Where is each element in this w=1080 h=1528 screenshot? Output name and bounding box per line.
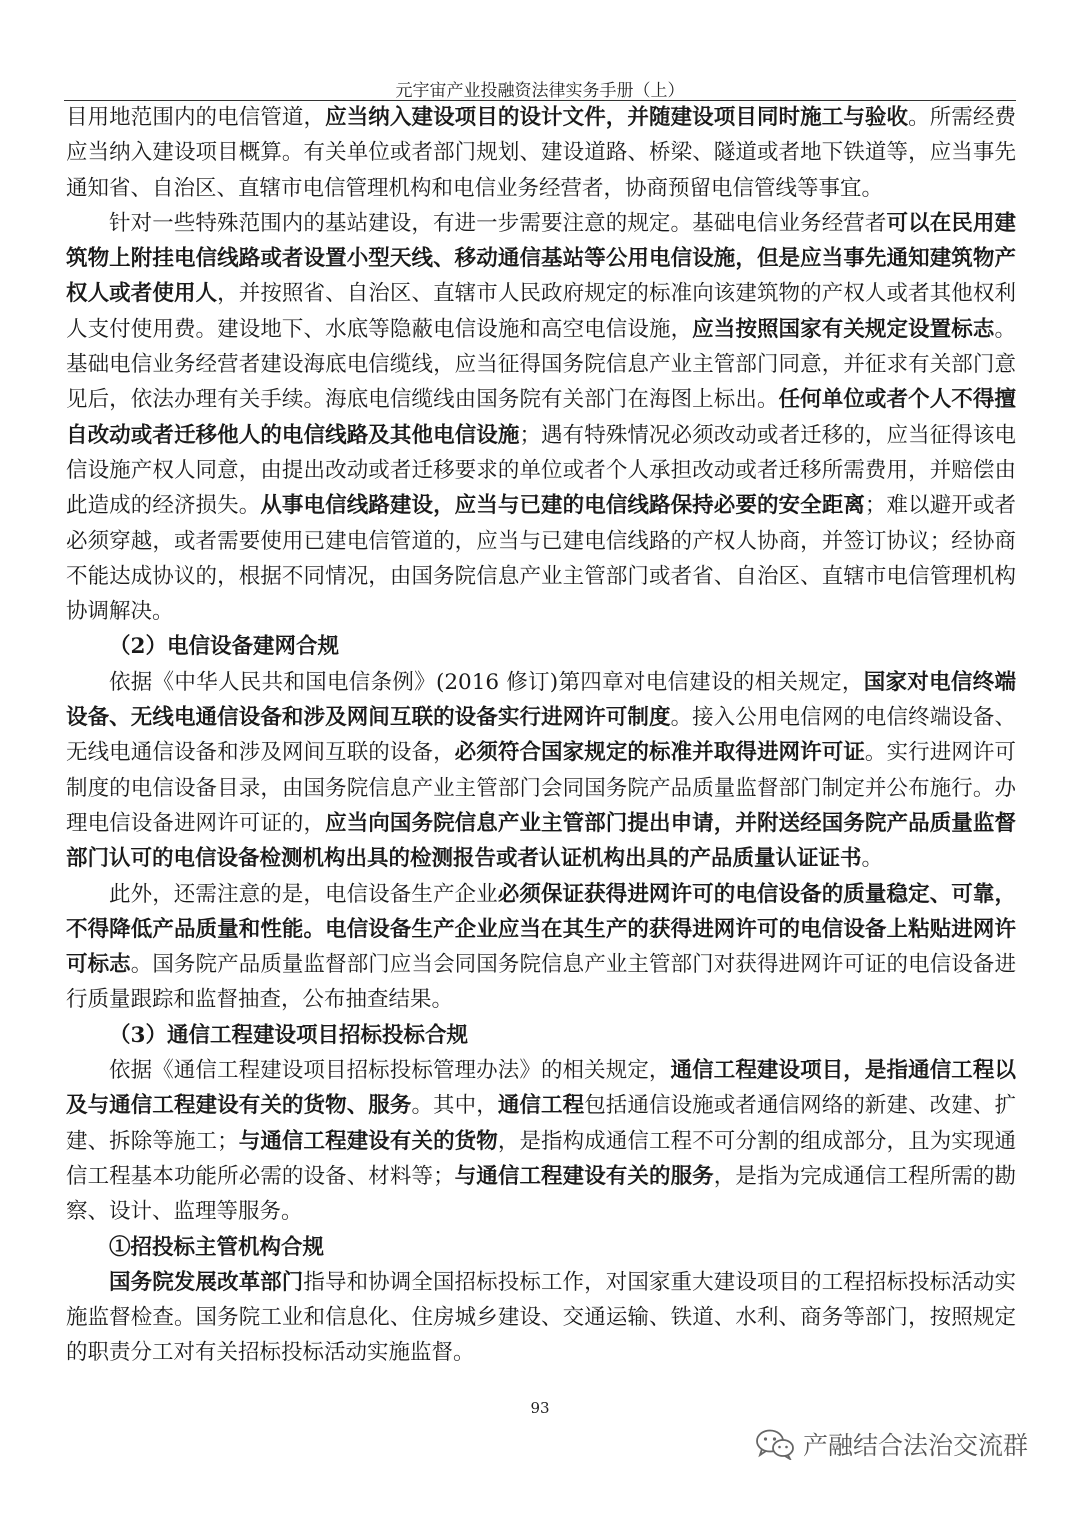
text-run: 依据《通信工程建设项目招标投标管理办法》的相关规定，: [109, 1058, 671, 1084]
body-paragraph: [66, 206, 1016, 630]
text-run: 目用地范围内的电信管道，: [66, 105, 326, 130]
text-run: 。国务院产品质量监督部门应当会同国务院信息产业主管部门对获得进网许可证的电信设备进行质量跟踪和监督抽查，公布抽查结果。: [66, 952, 1016, 1013]
bold-text-run: 可以在民用建筑物上附挂电信线路或者设置小型天线、移动通信基站等公用电信设施，但是应当事先通知建筑物产权人或者使用人: [66, 210, 1016, 307]
page-number: 93: [530, 1399, 550, 1417]
text-run: 。基础电信业务经营者建设海底电信缆线，应当征得国务院信息产业主管部门同意，并征求有关部门意见后，依法办理有关手续。海底电信缆线由国务院有关部门在海图上标出。: [66, 316, 1016, 413]
wechat-icon: [755, 1428, 795, 1460]
body-paragraph: [66, 1265, 1016, 1371]
bold-text-run: 国家对电信终端设备、无线电通信设备和涉及网间互联的设备实行进网许可制度: [66, 669, 1016, 731]
bold-text-run: 应当按照国家有关规定设置标志: [692, 316, 995, 342]
text-run: ，并按照省、自治区、直辖市人民政府规定的标准向该建筑物的产权人或者其他权利人支付使用费。建设地下、水底等隐蔽电信设施和高空电信设施，: [66, 281, 1016, 342]
text-run: ；难以避开或者必须穿越，或者需要使用已建电信管道的，应当与已建电信线路的产权人协商，并签订协议；经协商不能达成协议的，根据不同情况，由国务院信息产业主管部门或者省、自治区、直辖市电信管理机构协调解决。: [66, 493, 1016, 625]
body-paragraph: [66, 665, 1016, 877]
bold-text-run: 应当纳入建设项目的设计文件，并随建设项目同时施工与验收: [325, 105, 909, 130]
bold-text-run: 必须符合国家规定的标准并取得进网许可证: [454, 740, 865, 766]
running-header: 元宇宙产业投融资法律实务手册（上）: [395, 81, 685, 101]
body-paragraph: [66, 100, 1016, 206]
bold-text-run: 国务院发展改革部门: [109, 1269, 304, 1295]
section-heading: [66, 629, 1016, 664]
bold-text-run: 任何单位或者个人不得擅自改动或者迁移他人的电信线路及其他电信设施: [66, 387, 1016, 448]
section-heading: [66, 1230, 1016, 1265]
bold-text-run: 应当向国务院信息产业主管部门提出申请，并附送经国务院产品质量监督部门认可的电信设备检测机构出具的检测报告或者认证机构出具的产品质量认证证书: [66, 810, 1016, 872]
bold-text-run: 与通信工程建设有关的服务: [454, 1163, 714, 1189]
text-run: 指导和协调全国招标投标工作，对国家重大建设项目的工程招标投标活动实施监督检查。国务院工业和信息化、住房城乡建设、交通运输、铁道、水利、商务等部门，按照规定的职责分工对有关招标投标活动实施监督。: [66, 1269, 1016, 1366]
text-run: ，是指构成通信工程不可分割的组成部分，且为实现通信工程基本功能所必需的设备、材料等；: [66, 1128, 1016, 1189]
bold-text-run: 必须保证获得进网许可的电信设备的质量稳定、可靠，不得降低产品质量和性能。电信设备生产企业应当在其生产的获得进网许可的电信设备上粘贴进网许可标志: [66, 881, 1016, 978]
bold-text-run: 通信工程建设项目，是指通信工程以及与通信工程建设有关的货物、服务: [66, 1058, 1016, 1119]
body-paragraph: [66, 1053, 1016, 1229]
text-run: 针对一些特殊范围内的基站建设，有进一步需要注意的规定。基础电信业务经营者: [109, 210, 887, 236]
text-run: 依据《中华人民共和国电信条例》(2016 修订)第四章对电信建设的相关规定，: [109, 669, 864, 695]
text-run: 。: [861, 846, 884, 872]
bold-text-run: 从事电信线路建设，应当与已建的电信线路保持必要的安全距离: [260, 493, 865, 519]
text-run: ；遇有特殊情况必须改动或者迁移的，应当征得该电信设施产权人同意，由提出改动或者迁移要求的单位或者个人承担改动或者迁移所需费用，并赔偿由此造成的经济损失。: [66, 422, 1016, 519]
text-run: 。实行进网许可制度的电信设备目录，由国务院信息产业主管部门会同国务院产品质量监督部门制定并公布施行。办理电信设备进网许可证的，: [66, 740, 1016, 836]
document-body: [66, 100, 1016, 1371]
text-run: 。所需经费应当纳入建设项目概算。有关单位或者部门规划、建设道路、桥梁、隧道或者地下铁道等，应当事先通知省、自治区、直辖市电信管理机构和电信业务经营者，协商预留电信管线等事宜。: [66, 105, 1016, 201]
bold-text-run: 与通信工程建设有关的货物: [238, 1128, 498, 1154]
watermark: [755, 1424, 1028, 1464]
text-run: 此外，还需注意的是，电信设备生产企业: [109, 881, 498, 907]
text-run: 。其中，: [411, 1093, 498, 1119]
body-paragraph: [66, 877, 1016, 1018]
text-run: （2）电信设备建网合规: [109, 634, 339, 660]
text-run: 包括通信设施或者通信网络的新建、改建、扩建、拆除等施工；: [66, 1093, 1016, 1154]
watermark-text: 产融结合法治交流群: [803, 1431, 1029, 1460]
section-heading: [66, 1018, 1016, 1053]
bold-text-run: 通信工程: [497, 1093, 585, 1119]
text-run: 。接入公用电信网的电信终端设备、无线电通信设备和涉及网间互联的设备，: [66, 705, 1016, 766]
text-run: ①招投标主管机构合规: [109, 1234, 325, 1260]
text-run: ，是指为完成通信工程所需的勘察、设计、监理等服务。: [66, 1163, 1016, 1225]
text-run: （3）通信工程建设项目招标投标合规: [109, 1022, 468, 1048]
